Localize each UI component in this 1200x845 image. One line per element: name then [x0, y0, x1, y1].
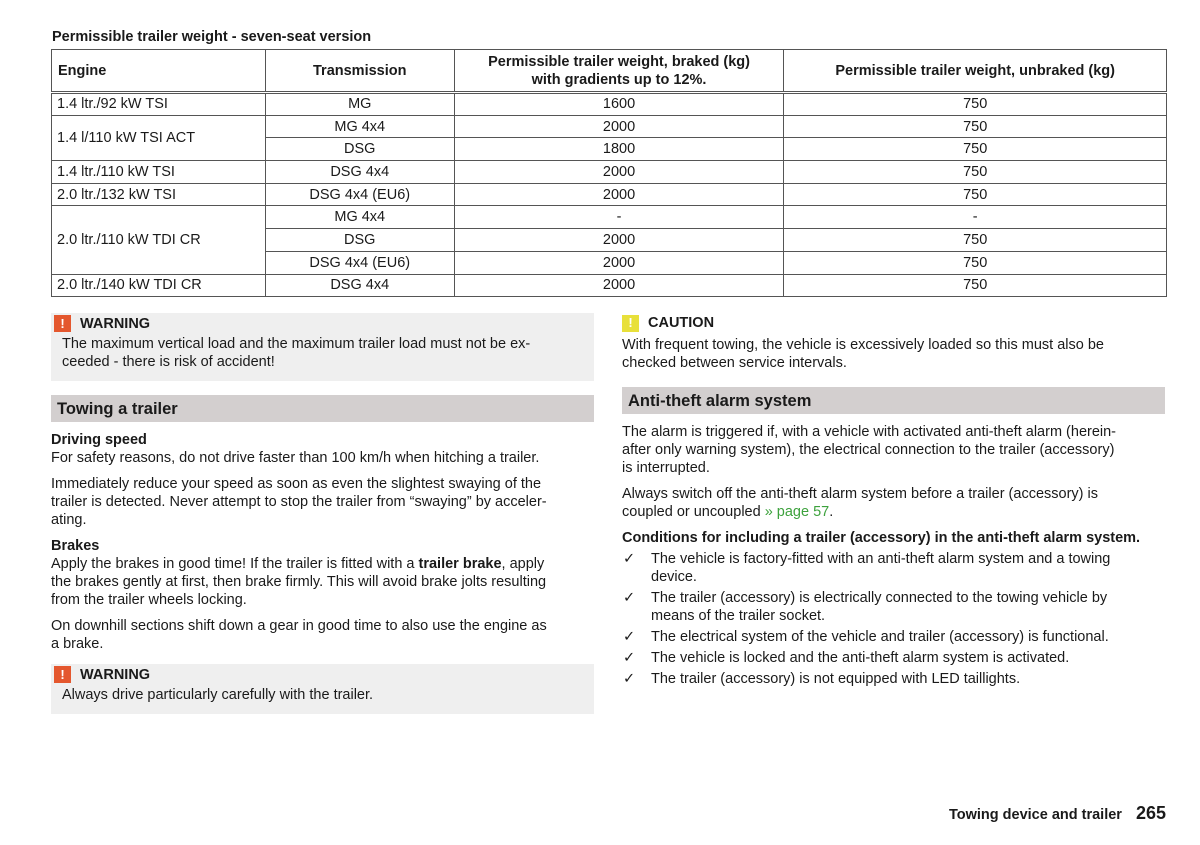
brakes-paragraph [51, 555, 594, 609]
cell-unbraked: 750 [784, 183, 1167, 206]
cell-engine: 2.0 ltr./132 kW TSI [52, 183, 266, 206]
checkmark-icon: ✓ [623, 671, 636, 687]
list-item [622, 670, 1165, 688]
list-item [622, 589, 1165, 625]
cell-transmission: DSG [265, 138, 454, 161]
header-unbraked: Permissible trailer weight, unbraked (kg) [784, 50, 1167, 93]
cell-braked: 1800 [454, 138, 784, 161]
section-title-towing: Towing a trailer [51, 395, 594, 422]
paragraph-line: after only warning system), the electrical connection to the trailer (accessory) [622, 442, 1115, 458]
cell-transmission: DSG 4x4 (EU6) [265, 183, 454, 206]
cell-braked: 2000 [454, 183, 784, 206]
cell-transmission: DSG 4x4 [265, 274, 454, 297]
warning-text-line: ceeded - there is risk of accident! [62, 354, 275, 370]
warning-heading [51, 664, 594, 684]
list-item [622, 649, 1165, 667]
table-header-row [52, 50, 1167, 93]
cell-braked: 2000 [454, 251, 784, 274]
paragraph-line: Always switch off the anti-theft alarm system before a trailer (accessory) is [622, 486, 1098, 502]
paragraph-line: On downhill sections shift down a gear in good time to also use the engine as [51, 618, 547, 634]
header-braked-line2: with gradients up to 12%. [531, 71, 707, 88]
caution-icon: ! [622, 315, 639, 332]
paragraph-line: checked between service intervals. [622, 355, 847, 371]
cell-braked: 1600 [454, 93, 784, 116]
cell-braked: 2000 [454, 274, 784, 297]
cell-transmission: MG 4x4 [265, 206, 454, 229]
list-item [622, 628, 1165, 646]
header-transmission: Transmission [265, 50, 454, 93]
table-title: Permissible trailer weight - seven-seat version [52, 29, 372, 45]
cell-transmission: MG [265, 93, 454, 116]
section-title-anti-theft: Anti-theft alarm system [622, 387, 1165, 414]
warning-icon: ! [54, 666, 71, 683]
page-number: 265 [1135, 803, 1166, 823]
cell-unbraked: 750 [784, 274, 1167, 297]
conditions-heading: Conditions for including a trailer (accessory) in the anti-theft alarm system. [622, 530, 1141, 546]
paragraph-line: The trailer (accessory) is electrically connected to the towing vehicle by [651, 590, 1108, 606]
header-braked [454, 50, 784, 93]
cell-engine: 2.0 ltr./110 kW TDI CR [52, 206, 266, 274]
trailer-brake-term: trailer brake [418, 556, 502, 572]
paragraph-line: trailer is detected. Never attempt to stop the trailer from “swaying” by acceler- [51, 494, 547, 510]
warning-label: WARNING [80, 315, 151, 332]
paragraph-line: The alarm is triggered if, with a vehicle with activated anti-theft alarm (herein- [622, 424, 1117, 440]
text-run: Apply the brakes in good time! If the trailer is fitted with a [51, 556, 419, 572]
paragraph-line: from the trailer wheels locking. [51, 592, 247, 608]
table-row [52, 274, 1167, 297]
warning-text: Always drive particularly carefully with the trailer. [62, 687, 374, 703]
cell-unbraked: 750 [784, 93, 1167, 116]
paragraph-line: The vehicle is factory-fitted with an anti-theft alarm system and a towing [651, 551, 1111, 567]
warning-text-line: The maximum vertical load and the maximum trailer load must not be ex- [62, 336, 531, 352]
cell-transmission: DSG [265, 229, 454, 252]
checkmark-icon: ✓ [623, 629, 636, 645]
cell-transmission: DSG 4x4 [265, 161, 454, 184]
checkmark-icon: ✓ [623, 590, 636, 606]
cell-braked: 2000 [454, 229, 784, 252]
paragraph-line: is interrupted. [622, 460, 710, 476]
paragraph-line: a brake. [51, 636, 104, 652]
list-item-text: The trailer (accessory) is not equipped with LED taillights. [651, 671, 1021, 687]
cell-unbraked: - [784, 206, 1167, 229]
trailer-weight-table [51, 49, 1167, 297]
right-column [622, 313, 1165, 691]
paragraph-line: means of the trailer socket. [651, 608, 826, 624]
table-row [52, 93, 1167, 116]
checkmark-icon: ✓ [623, 650, 636, 666]
driving-speed-heading: Driving speed [51, 432, 147, 448]
caution-text [622, 336, 1165, 372]
paragraph-line [622, 503, 1165, 521]
cell-engine: 1.4 l/110 kW TSI ACT [52, 115, 266, 160]
cell-unbraked: 750 [784, 229, 1167, 252]
cell-engine: 1.4 ltr./92 kW TSI [52, 93, 266, 116]
warning-heading [51, 313, 594, 333]
table-row [52, 115, 1167, 138]
text-run: , apply [501, 556, 545, 572]
cell-unbraked: 750 [784, 251, 1167, 274]
list-item-text: The electrical system of the vehicle and trailer (accessory) is functional. [651, 629, 1109, 645]
conditions-list [622, 550, 1165, 688]
cell-engine: 1.4 ltr./110 kW TSI [52, 161, 266, 184]
paragraph-line: Immediately reduce your speed as soon as even the slightest swaying of the [51, 476, 542, 492]
caution-heading [622, 313, 1165, 333]
alarm-paragraph [622, 423, 1165, 477]
list-item [622, 550, 1165, 586]
cell-braked: 2000 [454, 115, 784, 138]
swaying-paragraph [51, 475, 594, 529]
cell-transmission: DSG 4x4 (EU6) [265, 251, 454, 274]
left-column [51, 313, 594, 714]
paragraph-line: device. [651, 569, 697, 585]
table-row [52, 206, 1167, 229]
warning-text [51, 333, 594, 371]
table-row [52, 161, 1167, 184]
table-row [52, 183, 1167, 206]
cell-unbraked: 750 [784, 161, 1167, 184]
cell-unbraked: 750 [784, 115, 1167, 138]
warning-box [51, 664, 594, 714]
warning-box [51, 313, 594, 381]
cell-braked: 2000 [454, 161, 784, 184]
checkmark-icon: ✓ [623, 551, 636, 567]
header-braked-line1: Permissible trailer weight, braked (kg) [488, 53, 750, 70]
list-item-text [651, 589, 1107, 625]
list-item-text [651, 550, 1110, 586]
switch-off-paragraph [622, 485, 1165, 521]
paragraph-line: With frequent towing, the vehicle is excessively loaded so this must also be [622, 337, 1104, 353]
warning-label: WARNING [80, 666, 151, 683]
paragraph-line: ating. [51, 512, 87, 528]
page-footer [949, 804, 1166, 824]
list-item-text: The vehicle is locked and the anti-theft alarm system is activated. [651, 650, 1070, 666]
text-run: . [829, 504, 834, 520]
caution-label: CAUTION [648, 315, 715, 331]
paragraph-line [51, 555, 594, 573]
paragraph-line: the brakes gently at first, then brake firmly. This will avoid brake jolts resulting [51, 574, 547, 590]
footer-section-title: Towing device and trailer [948, 807, 1122, 823]
downhill-paragraph [51, 617, 594, 653]
cell-braked: - [454, 206, 784, 229]
warning-icon: ! [54, 315, 71, 332]
header-engine: Engine [52, 50, 266, 93]
cell-unbraked: 750 [784, 138, 1167, 161]
text-run: coupled or uncoupled [622, 504, 765, 520]
page-57-link[interactable]: » page 57 [764, 504, 830, 520]
driving-speed-text: For safety reasons, do not drive faster than 100 km/h when hitching a trailer. [51, 450, 540, 466]
cell-transmission: MG 4x4 [265, 115, 454, 138]
cell-engine: 2.0 ltr./140 kW TDI CR [52, 274, 266, 297]
brakes-heading: Brakes [51, 538, 100, 554]
